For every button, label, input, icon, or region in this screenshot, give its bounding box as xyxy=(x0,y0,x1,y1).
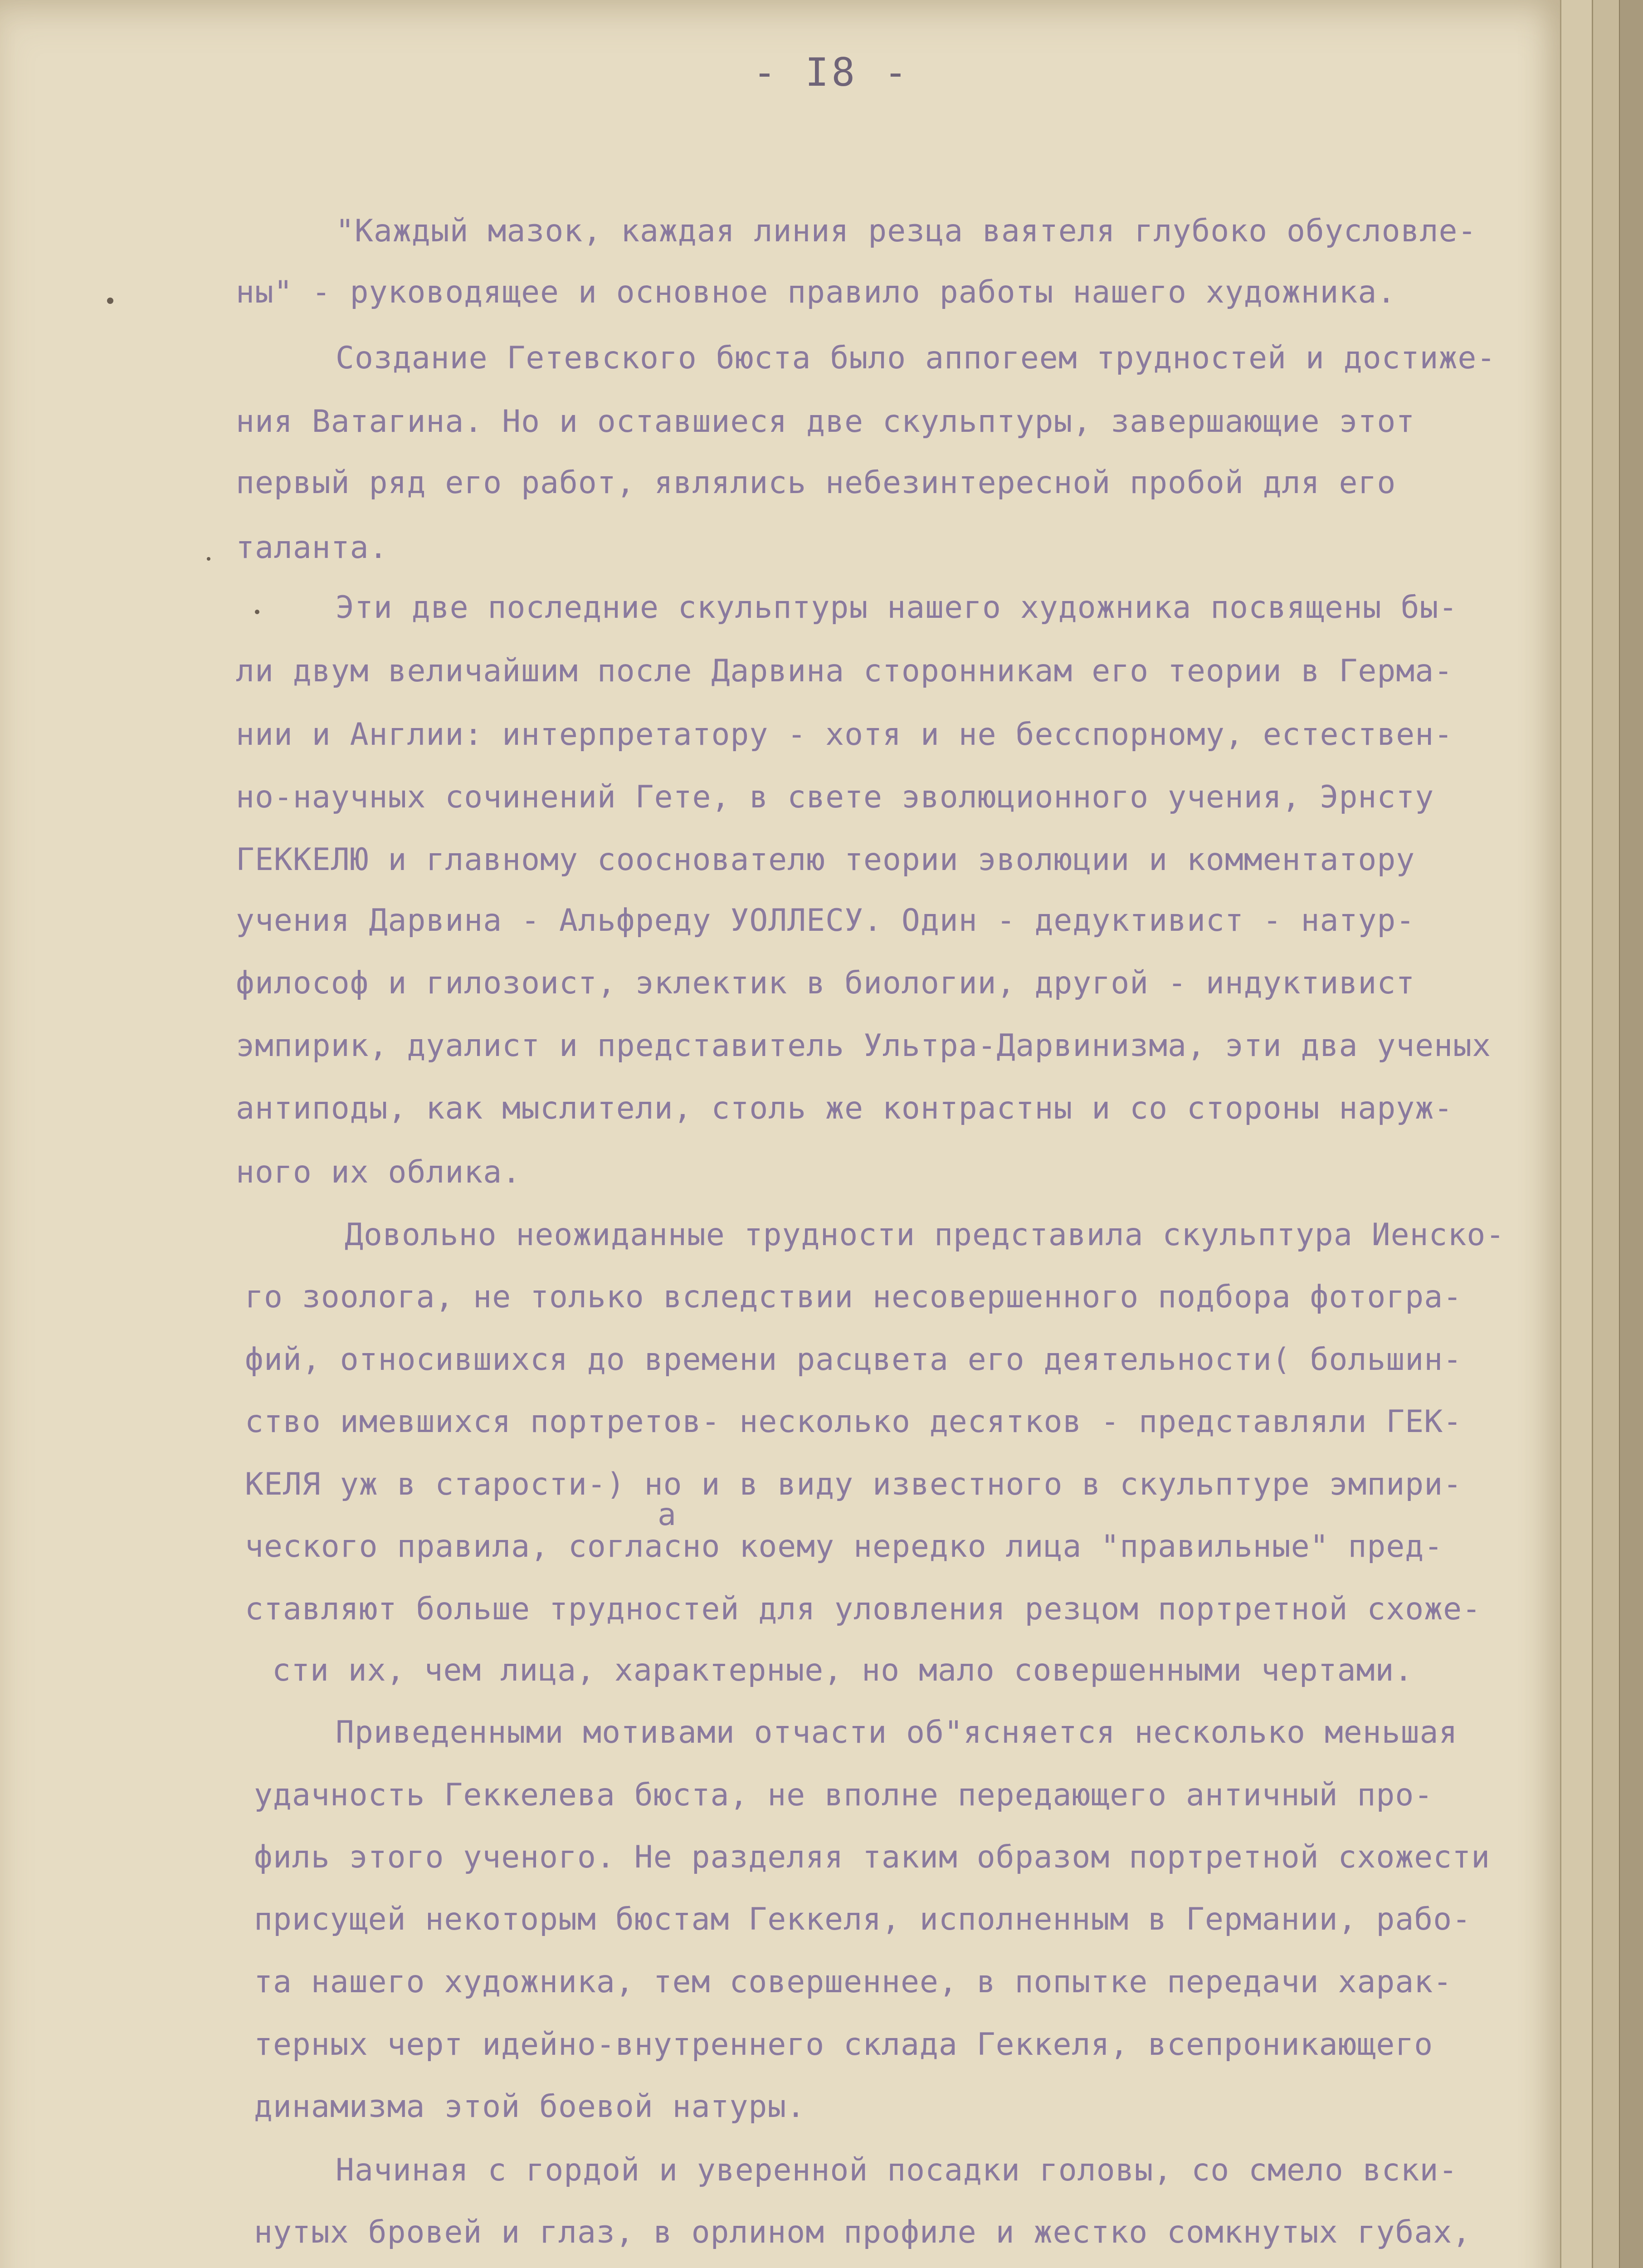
text-line: го зоолога, не только вследствии несовершенного подбора фотогра- xyxy=(245,1279,1463,1315)
text-line: КЕЛЯ уж в старости-) но и в виду известного в скульптуре эмпири- xyxy=(245,1466,1463,1502)
text-line: удачность Геккелева бюста, не вполне передающего античный про- xyxy=(254,1777,1433,1813)
page-number: - I8 - xyxy=(753,50,910,95)
text-line: философ и гилозоист, эклектик в биологии, другой - индуктивист xyxy=(236,965,1415,1001)
text-line: Начиная с гордой и уверенной посадки головы, со смело вски- xyxy=(336,2152,1458,2188)
text-line: присущей некоторым бюстам Геккеля, исполненным в Германии, рабо- xyxy=(254,1901,1472,1937)
text-line: динамизма этой боевой натуры. xyxy=(254,2089,806,2125)
text-line: Довольно неожиданные трудности представила скульптура Иенско- xyxy=(345,1217,1505,1253)
text-line: фий, относившихся до времени расцвета его деятельности( большин- xyxy=(245,1342,1463,1378)
text-line: ство имевшихся портретов- несколько десятков - представляли ГЕК- xyxy=(245,1404,1463,1440)
text-line: ли двум величайшим после Дарвина сторонникам его теории в Герма- xyxy=(236,653,1453,689)
text-line: Эти две последние скульптуры нашего художника посвящены бы- xyxy=(336,590,1458,626)
text-line: "Каждый мазок, каждая линия резца ваятеля глубоко обусловле- xyxy=(336,213,1477,249)
ink-dot xyxy=(207,557,210,561)
text-line: та нашего художника, тем совершеннее, в попытке передачи харак- xyxy=(254,1964,1453,2000)
text-line: Создание Гетевского бюста было аппогеем трудностей и достиже- xyxy=(336,340,1496,376)
text-line: но-научных сочинений Гете, в свете эволюционного учения, Эрнсту xyxy=(236,779,1434,815)
text-line: ны" - руководящее и основное правило работы нашего художника. xyxy=(236,274,1396,310)
text-line: нутых бровей и глаз, в орлином профиле и жестко сомкнутых губах, xyxy=(254,2214,1472,2250)
text-line: терных черт идейно-внутреннего склада Геккеля, всепроникающего xyxy=(254,2027,1433,2063)
text-line: учения Дарвина - Альфреду УОЛЛЕСУ. Один - дедуктивист - натур- xyxy=(236,903,1415,938)
text-line: филь этого ученого. Не разделяя таким образом портретной схожести xyxy=(254,1839,1491,1875)
ink-dot xyxy=(255,610,259,614)
text-line: ческого правила, согласно коему нередко лица "правильные" пред- xyxy=(245,1529,1443,1564)
text-line: ния Ватагина. Но и оставшиеся две скульптуры, завершающие этот xyxy=(236,404,1415,440)
text-line: эмпирик, дуалист и представитель Ультра-Дарвинизма, эти два ученых xyxy=(236,1028,1492,1064)
ink-dot xyxy=(107,298,113,304)
text-line: ГЕККЕЛЮ и главному сооснователю теории эволюции и комментатору xyxy=(236,842,1415,878)
text-line: первый ряд его работ, являлись небезинтересной пробой для его xyxy=(236,465,1396,501)
text-line: нии и Англии: интерпретатору - хотя и не бесспорному, естествен- xyxy=(236,717,1453,753)
text-line: сти их, чем лица, характерные, но мало совершенными чертами. xyxy=(272,1652,1414,1688)
text-line: Приведенными мотивами отчасти об"ясняется несколько меньшая xyxy=(336,1715,1458,1750)
text-line: антиподы, как мыслители, столь же контрастны и со стороны наруж- xyxy=(236,1090,1453,1126)
page-edge xyxy=(1619,0,1643,2268)
page-edge xyxy=(1560,0,1593,2268)
text-line: ного их облика. xyxy=(236,1154,522,1190)
text-line: таланта. xyxy=(236,530,388,566)
text-line: ставляют больше трудностей для уловления резцом портретной схоже- xyxy=(245,1591,1482,1627)
interlinear-insertion: а xyxy=(658,1497,677,1533)
page-edge xyxy=(1592,0,1620,2268)
